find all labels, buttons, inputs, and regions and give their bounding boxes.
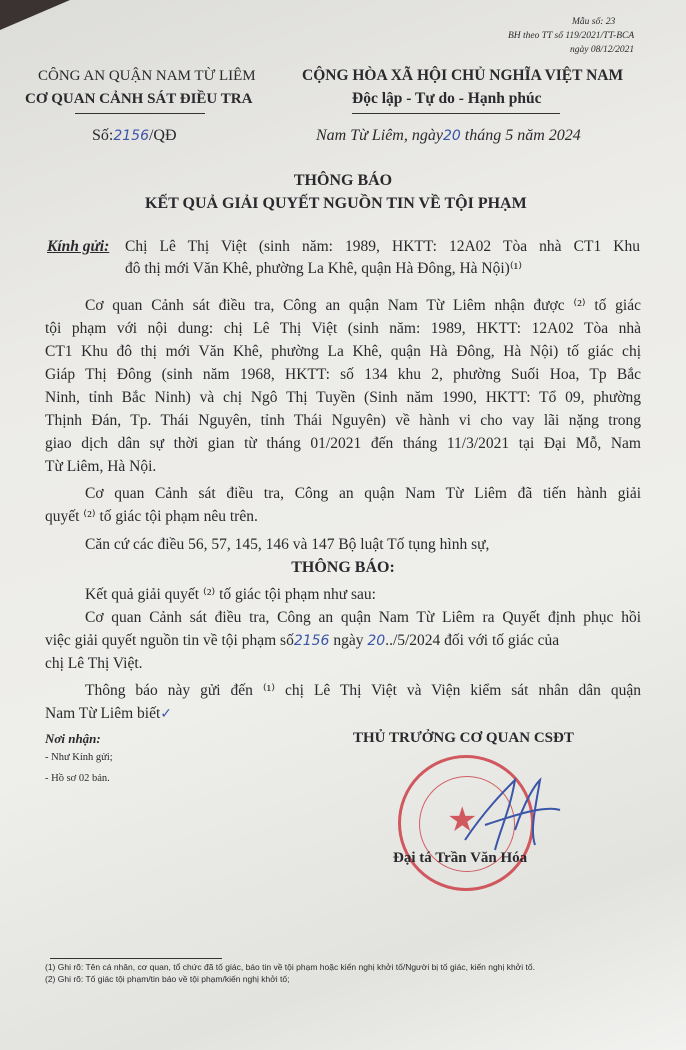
divider	[352, 113, 560, 114]
body-line: tội phạm với nội dung: chị Lê Thị Việt (sinh năm: 1989, HKTT: 12A02 Tòa nhà	[45, 320, 641, 337]
notice-heading: THÔNG BÁO:	[291, 559, 395, 576]
form-ref-number: Mẫu số: 23	[572, 17, 616, 27]
text: việc giải quyết nguồn tin về tội phạm số	[45, 632, 294, 649]
recipient-line1: Chị Lê Thị Việt (sinh năm: 1989, HKTT: 12A02 Tòa nhà CT1 Khu	[125, 238, 640, 255]
result-line: Thông báo này gửi đến ⁽¹⁾ chị Lê Thị Việt và Viện kiểm sát nhân dân quận	[85, 682, 641, 699]
signature-scribble	[455, 770, 565, 860]
office-name: CƠ QUAN CẢNH SÁT ĐIỀU TRA	[25, 91, 253, 107]
body-line: Căn cứ các điều 56, 57, 145, 146 và 147 Bộ luật Tố tụng hình sự,	[85, 536, 490, 553]
body-line: CT1 Khu đô thị mới Văn Khê, phường La Khê, quận Hà Đông, Hà Nội) tố giác chị	[45, 343, 641, 360]
agency-name: CÔNG AN QUẬN NAM TỪ LIÊM	[38, 68, 256, 84]
handwritten-day: 20	[442, 128, 461, 144]
document-date	[316, 126, 581, 146]
body-line: Ninh, tỉnh Bắc Ninh) và chị Ngô Thị Tuyền (Sinh năm 1990, HKTT: Tổ 09, phường	[45, 389, 641, 406]
body-line: quyết ⁽²⁾ tố giác tội phạm nêu trên.	[45, 508, 258, 525]
receiver-item: - Như Kính gửi;	[45, 752, 113, 763]
document-number	[92, 126, 177, 146]
handwritten-number: 2156	[113, 128, 149, 144]
title-line1: THÔNG BÁO	[293, 172, 393, 189]
result-line	[45, 631, 559, 651]
text: Nam Từ Liêm biết	[45, 705, 161, 722]
handwritten-number: 2156	[293, 633, 330, 649]
handwritten-day: 20	[367, 633, 386, 649]
star-icon: ★	[447, 802, 478, 839]
motto: Độc lập - Tự do - Hạnh phúc	[352, 90, 542, 107]
number-label: Số:	[92, 127, 114, 144]
date-rest: tháng 5 năm 2024	[464, 127, 581, 144]
title-line2: KẾT QUẢ GIẢI QUYẾT NGUỒN TIN VỀ TỘI PHẠM	[145, 195, 527, 212]
body-line: Cơ quan Cảnh sát điều tra, Công an quận Nam Từ Liêm đã tiến hành giải	[85, 485, 641, 502]
footnote: (2) Ghi rõ: Tố giác tội phạm/tin báo về tội phạm/kiến nghị khởi tố;	[45, 974, 290, 984]
handwritten-check-icon: ✓	[160, 706, 173, 722]
result-line	[45, 704, 172, 724]
body-line: Thịnh Đán, Tp. Thái Nguyên, tỉnh Thái Nguyên) về hành vi cho vay lãi nặng trong	[45, 412, 641, 429]
text: ngày	[333, 632, 364, 649]
footnote: (1) Ghi rõ: Tên cá nhân, cơ quan, tổ chức đã tố giác, báo tin về tội phạm hoặc kiến nghị khởi tố/Người bị tố giác, kiến nghị khởi tố.	[45, 962, 535, 972]
form-ref-circular: BH theo TT số 119/2021/TT-BCA	[508, 31, 635, 41]
signature-title: THỦ TRƯỞNG CƠ QUAN CSĐT	[353, 730, 574, 746]
divider	[75, 113, 205, 114]
result-line: Cơ quan Cảnh sát điều tra, Công an quận Nam Từ Liêm ra Quyết định phục hồi	[85, 609, 641, 626]
body-line: Cơ quan Cảnh sát điều tra, Công an quận Nam Từ Liêm nhận được ⁽²⁾ tố giác	[85, 297, 641, 314]
paper-fold	[0, 0, 70, 30]
result-line: Kết quả giải quyết ⁽²⁾ tố giác tội phạm như sau:	[85, 586, 376, 603]
signer-name: Đại tá Trần Văn Hóa	[393, 850, 528, 866]
receiver-item: - Hồ sơ 02 bản.	[45, 773, 110, 784]
footnote-divider	[50, 958, 222, 959]
body-line: Từ Liêm, Hà Nội.	[45, 458, 157, 475]
recipient-label: Kính gửi:	[47, 238, 110, 255]
result-line: chị Lê Thị Việt.	[45, 655, 143, 672]
form-ref-date: ngày 08/12/2021	[570, 45, 635, 55]
date-prefix: Nam Từ Liêm, ngày	[316, 127, 443, 144]
number-suffix: /QĐ	[148, 127, 177, 144]
body-line: giao dịch dân sự thời gian từ tháng 01/2021 đến tháng 11/3/2021 tại Đại Mỗ, Nam	[45, 435, 641, 452]
body-line: Giáp Thị Đông (sinh năm 1968, HKTT: số 134 khu 2, phường Suối Hoa, Tp Bắc	[45, 366, 641, 383]
country-name: CỘNG HÒA XÃ HỘI CHỦ NGHĨA VIỆT NAM	[302, 67, 624, 84]
recipient-line2: đô thị mới Văn Khê, phường La Khê, quận Hà Đông, Hà Nội)⁽¹⁾	[125, 260, 523, 277]
text: ../5/2024 đối với tố giác của	[385, 632, 560, 649]
receivers-label: Nơi nhận:	[45, 731, 101, 746]
